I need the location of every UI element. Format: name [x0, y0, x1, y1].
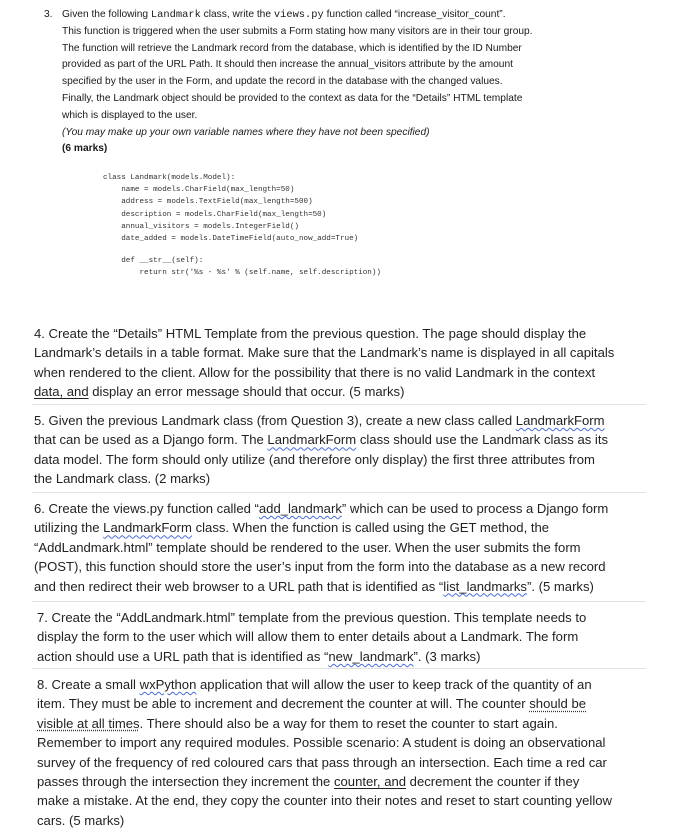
question-8-line: cars. (5 marks)	[37, 812, 125, 828]
question-6-line: 6. Create the views.py function called “add_landmark” which can be used to process a Django form	[34, 501, 609, 516]
question-8-line: survey of the frequency of red coloured cars that pass through an intersection. Each time a red car	[37, 754, 607, 770]
question-6-line: utilizing the LandmarkForm class. When the function is called using the GET method, the	[34, 520, 550, 536]
question-5-line: data model. The form should only utilize (and therefore only display) the first three attributes from	[34, 451, 595, 467]
question-3	[46, 7, 666, 158]
question-7-line: display the form to the user which will allow them to enter details about a Landmark. The form	[37, 629, 579, 645]
question-6	[34, 499, 638, 596]
spellcheck-word: new_landmark	[328, 648, 414, 664]
question-5-line: 5. Given the previous Landmark class (from Question 3), create a new class called LandmarkForm	[34, 413, 605, 428]
question-6-line: “AddLandmark.html” template should be rendered to the user. When the user submits the form	[34, 539, 581, 555]
code-line: address = models.TextField(max_length=500)	[103, 198, 313, 207]
question-6-line: and then redirect their web browser to a URL path that is identified as “list_landmarks”. (5 marks)	[34, 578, 594, 594]
code-block	[103, 172, 381, 280]
code-line: date_added = models.DateTimeField(auto_now_add=True)	[103, 235, 359, 244]
question-4-line: when rendered to the client. Allow for the possibility that there is no valid Landmark in the context	[34, 364, 596, 380]
spellcheck-word: add_landmark	[258, 501, 342, 516]
question-8-line: Remember to import any required modules. Possible scenario: A student is doing an observational	[37, 735, 606, 751]
separator	[32, 601, 646, 602]
underlined-text: counter, and	[333, 774, 407, 790]
question-3-marks: (6 marks)	[62, 143, 108, 155]
question-8-line: item. They must be able to increment and decrement the counter at will. The counter should be	[37, 696, 587, 712]
question-4-line: 4. Create the “Details” HTML Template from the previous question. The page should display the	[34, 326, 587, 341]
spellcheck-word: LandmarkForm	[267, 432, 357, 448]
grammar-flag: should be	[529, 696, 587, 712]
question-3-line: which is displayed to the user.	[62, 109, 198, 121]
question-8	[37, 675, 641, 830]
question-3-line: The function will retrieve the Landmark record from the database, which is identified by the ID Number	[62, 42, 522, 54]
code-views-py: views.py	[273, 9, 324, 21]
spellcheck-word: LandmarkForm	[515, 413, 605, 428]
question-8-line: visible at all times. There should also be a way for them to reset the counter to start again.	[37, 715, 558, 731]
question-4-line: data, and display an error message should that occur. (5 marks)	[34, 384, 405, 400]
question-6-line: (POST), this function should store the user’s input from the form into the database as a new record	[34, 559, 606, 575]
question-3-note: (You may make up your own variable names where they have not been specified)	[62, 126, 430, 138]
question-3-line: Given the following Landmark class, write the views.py function called “increase_visitor_count”.	[62, 9, 506, 21]
code-line: description = models.CharField(max_length=50)	[103, 210, 327, 219]
question-4	[34, 324, 638, 402]
underlined-text: data, and	[34, 384, 89, 400]
question-5-line: that can be used as a Django form. The LandmarkForm class should use the Landmark class as its	[34, 432, 608, 448]
question-7-line: action should use a URL path that is identified as “new_landmark”. (3 marks)	[37, 648, 481, 664]
question-8-line: make a mistake. At the end, they copy the counter into their notes and reset to start counting yellow	[37, 793, 612, 809]
question-3-line: specified by the user in the Form, and update the record in the database with the changed values.	[62, 76, 503, 88]
question-3-line: This function is triggered when the user submits a Form stating how many visitors are in their tour group.	[62, 25, 533, 37]
code-line: class Landmark(models.Model):	[103, 174, 236, 182]
question-7-line: 7. Create the “AddLandmark.html” template from the previous question. This template needs to	[37, 610, 587, 625]
code-landmark: Landmark	[150, 9, 201, 21]
question-4-line: Landmark’s details in a table format. Make sure that the Landmark’s name is displayed in all capitals	[34, 345, 615, 361]
code-line: return str('%s - %s' % (self.name, self.description))	[103, 269, 381, 278]
code-line: name = models.CharField(max_length=50)	[103, 186, 295, 195]
spellcheck-word: list_landmarks	[443, 578, 527, 594]
code-line: def __str__(self):	[103, 257, 204, 266]
question-number: 3.	[44, 9, 53, 20]
code-line: annual_visitors = models.IntegerField()	[103, 222, 299, 231]
grammar-flag: visible at all times	[37, 715, 140, 731]
question-5-line: the Landmark class. (2 marks)	[34, 471, 211, 487]
question-5	[34, 411, 638, 489]
question-8-line: 8. Create a small wxPython application that will allow the user to keep track of the quantity of an	[37, 677, 592, 692]
question-7	[37, 608, 641, 666]
separator	[32, 404, 646, 405]
separator	[32, 668, 646, 669]
spellcheck-word: LandmarkForm	[103, 520, 192, 536]
separator	[32, 492, 646, 493]
question-3-line: provided as part of the URL Path. It should then increase the annual_visitors attribute by the amount	[62, 59, 513, 71]
question-3-line: Finally, the Landmark object should be provided to the context as data for the “Details” HTML template	[62, 92, 523, 104]
spellcheck-word: wxPython	[139, 677, 197, 692]
question-8-line: passes through the intersection they increment the counter, and decrement the counter if they	[37, 774, 580, 790]
